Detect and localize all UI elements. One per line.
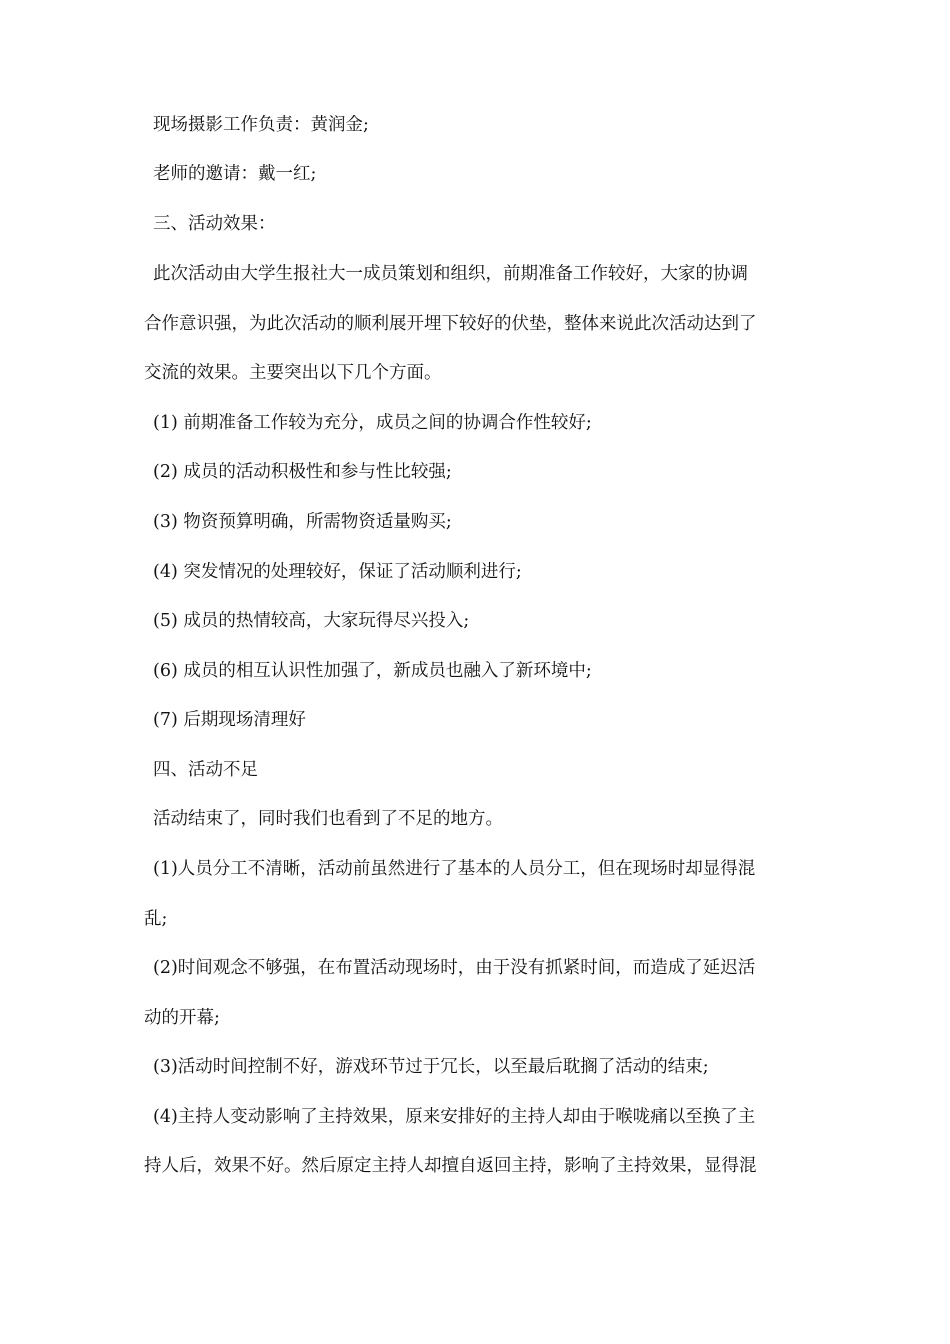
list-item: (3) 物资预算明确，所需物资适量购买; [153,512,452,532]
list-item: (2)时间观念不够强，在布置活动现场时，由于没有抓紧时间，而造成了延迟活 [153,958,756,978]
paragraph-line: 此次活动由大学生报社大一成员策划和组织，前期准备工作较好，大家的协调 [153,264,748,284]
list-item-continuation: 动的开幕; [144,1008,220,1028]
section-heading-shortcomings: 四、活动不足 [153,760,258,780]
list-item: (6) 成员的相互认识性加强了，新成员也融入了新环境中; [153,661,592,681]
list-item: (1) 前期准备工作较为充分，成员之间的协调合作性较好; [153,413,592,433]
list-item: (7) 后期现场清理好 [153,710,306,730]
text-line-photo-lead: 现场摄影工作负责：黄润金; [153,115,369,135]
list-item: (2) 成员的活动积极性和参与性比较强; [153,462,452,482]
list-item: (4)主持人变动影响了主持效果，原来安排好的主持人却由于喉咙痛以至换了主 [153,1107,756,1127]
list-item-continuation: 持人后，效果不好。然后原定主持人却擅自返回主持，影响了主持效果，显得混 [144,1156,757,1176]
list-item: (3)活动时间控制不好，游戏环节过于冗长，以至最后耽搁了活动的结束; [153,1057,709,1077]
section-heading-effects: 三、活动效果： [153,214,276,234]
list-item: (1)人员分工不清晰，活动前虽然进行了基本的人员分工，但在现场时却显得混 [153,859,756,879]
paragraph-line: 合作意识强，为此次活动的顺利展开埋下较好的伏垫，整体来说此次活动达到了 [144,314,757,334]
list-item: (5) 成员的热情较高，大家玩得尽兴投入; [153,611,470,631]
text-line-teacher-invite: 老师的邀请：戴一红; [153,164,317,184]
list-item-continuation: 乱; [144,909,168,929]
paragraph-line: 交流的效果。主要突出以下几个方面。 [144,363,442,383]
paragraph-line: 活动结束了，同时我们也看到了不足的地方。 [153,809,503,829]
list-item: (4) 突发情况的处理较好，保证了活动顺利进行; [153,562,522,582]
